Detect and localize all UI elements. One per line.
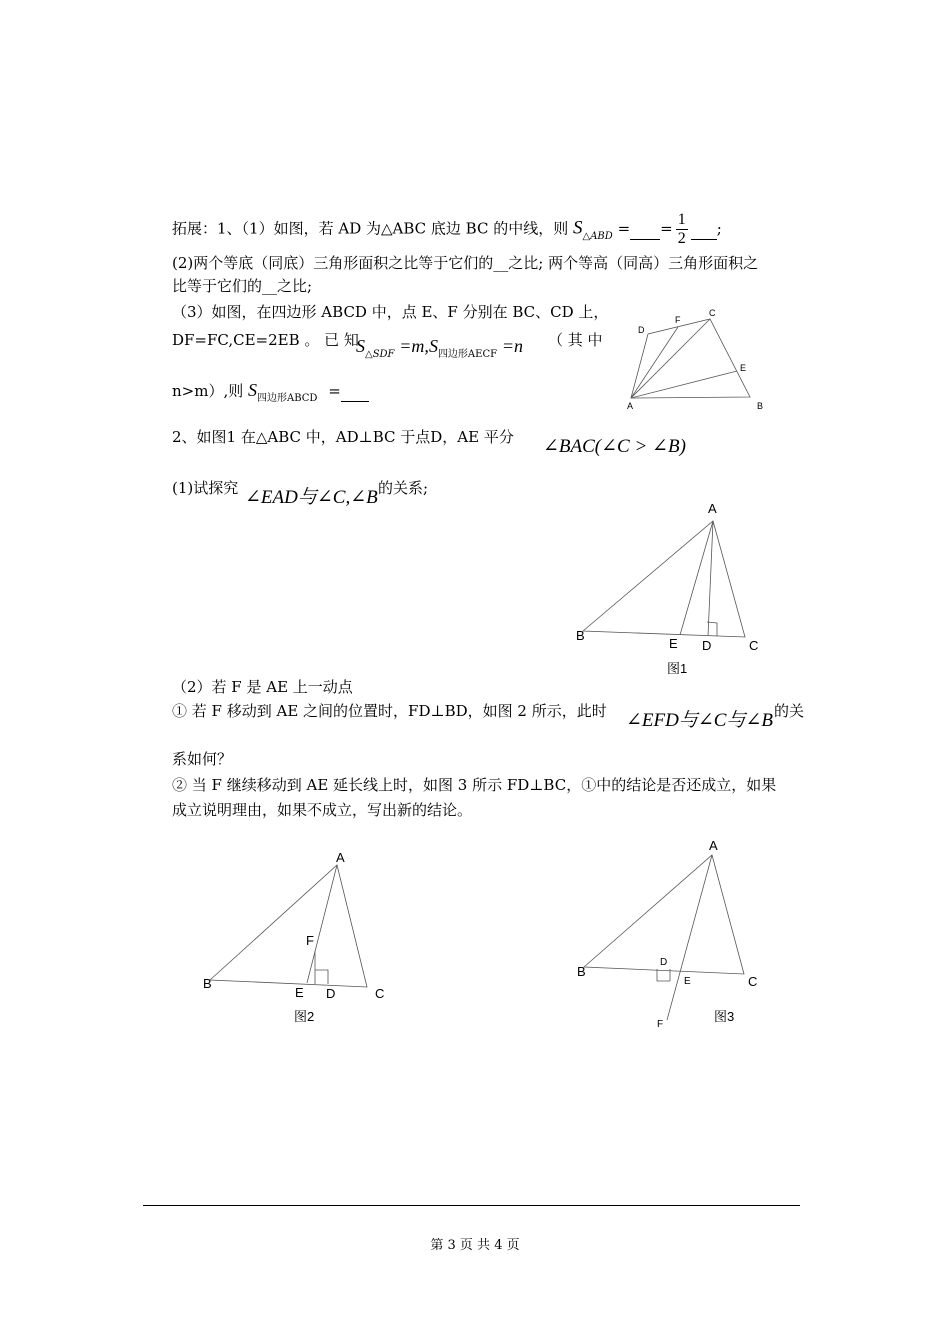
ext-q2-line2: 比等于它们的__之比;: [172, 277, 313, 295]
fig2-triangle: [210, 865, 367, 987]
quadrilateral-figure: [620, 305, 770, 415]
ext-q1: [172, 211, 722, 248]
ext-q3-S3: S: [248, 380, 258, 400]
fig1-label-A: A: [708, 501, 717, 516]
fig3-line-AF: [667, 855, 712, 1020]
ext-q1-fraction: [676, 211, 688, 248]
fig1-triangle: [583, 521, 745, 637]
ext-q1-frac-num: 1: [677, 211, 686, 228]
ext-q1-eq1: =: [617, 219, 631, 238]
ext-q1-blank1: [630, 219, 660, 240]
page-number: 第 3 页 共 4 页: [430, 1238, 520, 1253]
fig3-label-B: B: [577, 964, 586, 979]
fig2-label-B: B: [203, 976, 212, 991]
ext-q3-S2: S: [428, 336, 438, 356]
p2-c1-math: ∠EFD与∠C与∠B: [626, 710, 773, 731]
quad-label-A: A: [627, 401, 634, 411]
ext-q1-sub: △ABD: [582, 230, 613, 242]
fig2-label-A: A: [336, 850, 345, 865]
quad-label-C: C: [709, 308, 716, 318]
fig3-label-A: A: [709, 838, 718, 853]
quad-line-AF: [631, 327, 678, 398]
ext-q3-blank: [341, 381, 369, 402]
fig3-label-F: F: [657, 1019, 664, 1030]
p2-c1-suffix: 的关: [774, 702, 805, 720]
fig1-line-AE: [680, 521, 713, 635]
ext-q3-eqn: =n: [501, 336, 523, 356]
p2-c2-line1: ② 当 F 继续移动到 AE 延长线上时，如图 3 所示 FD⊥BC，①中的结论是否还成立，如果: [172, 776, 777, 794]
ext-q3-line3: [172, 380, 369, 404]
figure-1: [570, 498, 770, 683]
p2-c2-line2: 成立说明理由，如果不成立，写出新的结论。: [172, 801, 473, 819]
fig2-line-AE: [307, 865, 337, 983]
quad-label-B: B: [757, 401, 764, 411]
ext-q3-line2-text: DF=FC,CE=2EB 。 已 知: [172, 331, 359, 349]
fig3-caption: 图3: [714, 1009, 735, 1024]
figure-3: [570, 835, 770, 1035]
p2-sub1-math: ∠EAD与∠C,∠B: [245, 487, 378, 508]
ext-q3-tail: （ 其 中: [548, 331, 603, 349]
fig3-label-D: D: [660, 957, 668, 968]
ext-q1-eq2: =: [660, 219, 673, 238]
p2-c1-prefix: ① 若 F 移动到 AE 之间的位置时，FD⊥BD，如图 2 所示，此时: [172, 702, 607, 720]
p2-line1: 2、如图1 在△ABC 中，AD⊥BC 于点D，AE 平分: [172, 428, 514, 446]
fig1-caption: 图1: [667, 661, 688, 676]
p2-sub1-suffix: 的关系;: [378, 479, 429, 497]
fig1-label-E: E: [669, 636, 678, 651]
quad-label-D: D: [638, 325, 645, 335]
p2-line1-math: ∠BAC(∠C > ∠B): [543, 436, 686, 457]
fig2-label-D: D: [326, 986, 336, 1001]
quad-label-E: E: [740, 363, 747, 373]
ext-q3-line3-text: n>m）,则: [172, 382, 244, 400]
ext-q3-eq: =: [328, 382, 341, 400]
ext-q1-blank2: [691, 219, 717, 240]
fig2-label-E: E: [295, 985, 304, 1000]
ext-q1-end: ;: [716, 219, 722, 238]
ext-q1-text: 拓展：1、（1）如图，若 AD 为△ABC 底边 BC 的中线，则: [172, 219, 569, 238]
ext-q1-S: S: [573, 217, 583, 239]
ext-q3-mid: =m,: [399, 336, 429, 356]
fig1-label-D: D: [702, 638, 712, 653]
ext-q3-S1: S: [356, 336, 365, 356]
figure-2: [195, 845, 405, 1030]
fig1-label-B: B: [576, 628, 585, 643]
ext-q2-line1: (2)两个等底（同底）三角形面积之比等于它们的__之比; 两个等高（同高）三角形面积之: [172, 254, 759, 272]
ext-q1-frac-den: 2: [677, 230, 686, 247]
quad-label-F: F: [675, 315, 681, 325]
p2-sub2: （2）若 F 是 AE 上一动点: [172, 678, 353, 696]
p2-sub1-prefix: (1)试探究: [172, 479, 239, 497]
quad-line-AE: [631, 371, 737, 398]
ext-q3-S2-sub: 四边形AECF: [437, 349, 498, 360]
fig2-caption: 图2: [294, 1009, 315, 1024]
ext-q3-S1-sub: △SDF: [365, 349, 395, 360]
quad-outline: [631, 319, 750, 398]
footer-divider: [143, 1205, 800, 1206]
fig3-label-E: E: [684, 976, 691, 987]
fig3-label-C: C: [748, 974, 758, 989]
fig1-label-C: C: [749, 638, 759, 653]
p2-c1-line2: 系如何？: [172, 750, 233, 768]
ext-q3-line2: [172, 330, 359, 350]
ext-q3-line1: （3）如图，在四边形 ABCD 中，点 E、F 分别在 BC、CD 上，: [172, 303, 609, 321]
fig1-line-AD: [708, 521, 713, 636]
ext-q3-S3-sub: 四边形ABCD: [257, 393, 318, 404]
fig2-label-F: F: [306, 933, 314, 948]
fig2-right-angle: [315, 970, 328, 984]
fig2-label-C: C: [375, 986, 385, 1001]
ext-q3-formula: [356, 336, 523, 360]
